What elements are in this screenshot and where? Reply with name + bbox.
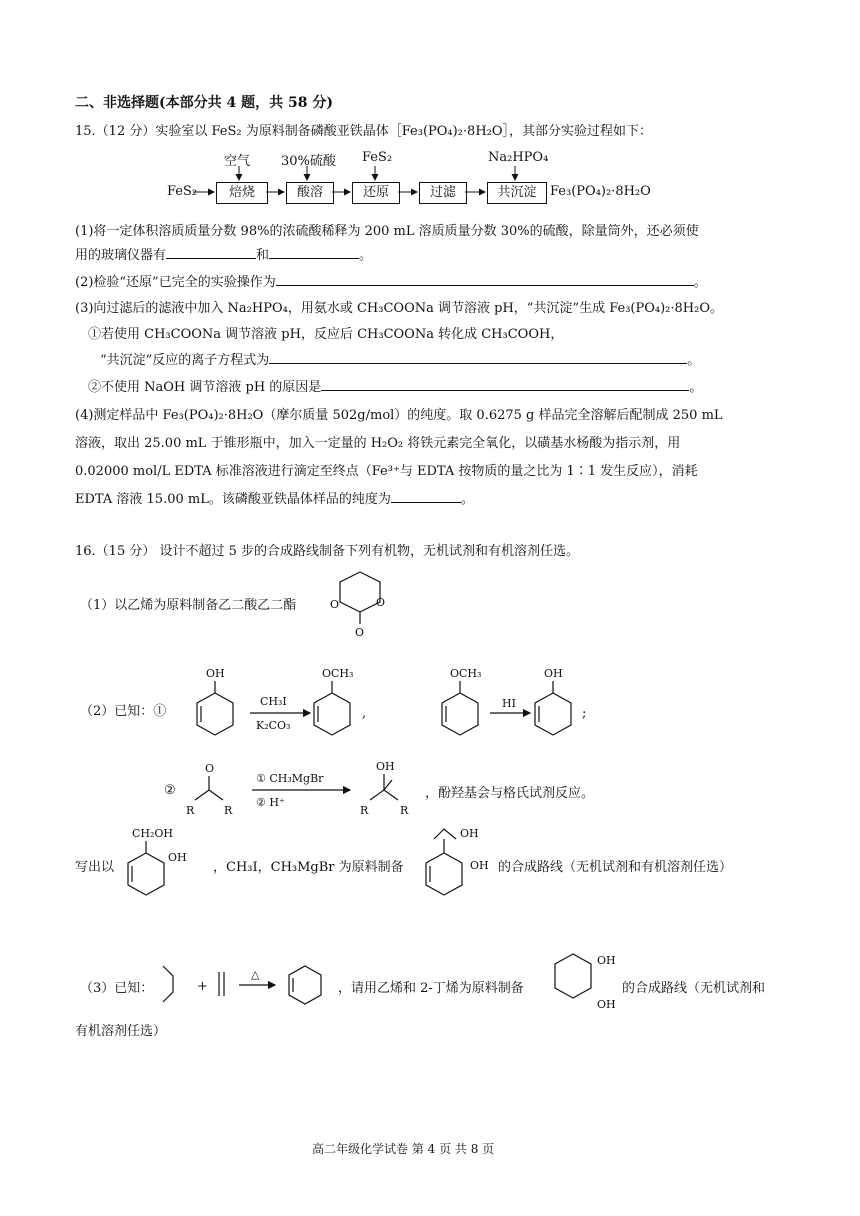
q16-stem: 16.（15 分） 设计不超过 5 步的合成路线制备下列有机物，无机试剂和有机溶剂任选。 bbox=[75, 544, 580, 559]
answer-blank[interactable] bbox=[321, 378, 689, 391]
q15-part3-b-text: ②不使用 NaOH 调节溶液 pH 的原因是 bbox=[88, 380, 322, 395]
comma: , bbox=[362, 706, 367, 721]
ethylene-oxalate-structure bbox=[330, 568, 410, 638]
flow-start: FeS₂ bbox=[167, 184, 198, 199]
diol-oh-2: OH bbox=[597, 998, 616, 1011]
q16-part1: （1）以乙烯为原料制备乙二酸乙二酯 bbox=[80, 598, 297, 613]
q16-task2-b: ，CH₃I，CH₃MgBr 为原料制备 bbox=[213, 860, 404, 875]
q15-part2-end: 。 bbox=[693, 275, 707, 290]
salicyl-alcohol-structure bbox=[118, 825, 218, 905]
grignard-note: ，酚羟基会与格氏试剂反应。 bbox=[425, 786, 595, 801]
q16-part3-mid: ，请用乙烯和 2-丁烯为原料制备 bbox=[338, 981, 524, 996]
flow-input-2: 30%硫酸 bbox=[281, 154, 336, 169]
q15-stem: 15.（12 分）实验室以 FeS₂ 为原料制备磷酸亚铁晶体［Fe₃(PO₄)₂·8H₂O］，其部分实验过程如下： bbox=[75, 124, 653, 139]
flow-step-3: 还原 bbox=[352, 182, 400, 204]
answer-blank[interactable] bbox=[269, 351, 687, 364]
ch2oh-label: CH₂OH bbox=[132, 827, 174, 840]
cyclohexanediol-structure bbox=[545, 948, 625, 1018]
q15-part4-end: 。 bbox=[460, 492, 474, 507]
ring-o-label: O bbox=[376, 596, 386, 609]
flow-step-5: 共沉淀 bbox=[487, 182, 547, 204]
oh-label-2: OH bbox=[544, 667, 563, 680]
q15-part1-line2 bbox=[75, 244, 372, 263]
sidechain-oh: OH bbox=[460, 827, 479, 840]
reagent-k2co3: K₂CO₃ bbox=[256, 719, 291, 732]
q15-part4-line4 bbox=[75, 488, 474, 507]
q15-part3-a-text: “共沉淀”反应的离子方程式为 bbox=[100, 353, 270, 368]
och3-label-2: OCH₃ bbox=[450, 667, 482, 680]
q15-part1-end: 。 bbox=[359, 248, 373, 263]
heat-symbol: △ bbox=[251, 968, 260, 981]
q15-part2-text: (2)检验“还原”已完全的实验操作为 bbox=[75, 275, 276, 290]
q15-part3: (3)向过滤后的滤液中加入 Na₂HPO₄，用氨水或 CH₃COONa 调节溶液 pH，“共沉淀”生成 Fe₃(PO₄)₂·8H₂O。 bbox=[75, 301, 723, 316]
answer-blank[interactable] bbox=[269, 246, 359, 259]
q15-part3-b bbox=[88, 376, 702, 395]
q15-part4-line2: 溶液，取出 25.00 mL 于锥形瓶中，加入一定量的 H₂O₂ 将铁元素完全氧化，以磺基水杨酸为指示剂，用 bbox=[75, 436, 681, 451]
q15-part3-a-end: 。 bbox=[687, 353, 701, 368]
phenol-methylation-reactions bbox=[180, 665, 800, 755]
product-r: R bbox=[360, 804, 369, 817]
flow-input-1: 空气 bbox=[224, 154, 251, 169]
q16-part3-end: 的合成路线（无机试剂和 bbox=[622, 981, 766, 996]
semicolon: ; bbox=[582, 706, 587, 721]
q16-part3-known: （3）已知： bbox=[80, 981, 154, 996]
diol-oh-1: OH bbox=[597, 954, 616, 967]
q16-part2-known: （2）已知：① bbox=[80, 704, 167, 719]
ring-oh: OH bbox=[470, 859, 489, 872]
q15-part1-text: 用的玻璃仪器有 bbox=[75, 248, 167, 263]
q15-part4-line1: (4)测定样品中 Fe₃(PO₄)₂·8H₂O（摩尔质量 502g/mol）的纯度。取 0.6275 g 样品完全溶解后配制成 250 mL bbox=[75, 408, 723, 423]
och3-label: OCH₃ bbox=[322, 667, 354, 680]
answer-blank[interactable] bbox=[276, 273, 694, 286]
r-group-2: R bbox=[224, 804, 233, 817]
phenol-oh-label: OH bbox=[168, 851, 187, 864]
q15-part4-line3: 0.02000 mol/L EDTA 标准溶液进行滴定至终点（Fe³⁺与 EDTA 按物质的量之比为 1∶1 发生反应），消耗 bbox=[75, 464, 698, 479]
flow-arrows bbox=[0, 0, 860, 220]
q15-part2 bbox=[75, 271, 707, 290]
q15-part3-a-line2 bbox=[100, 349, 700, 368]
section-title: 二、非选择题(本部分共 4 题，共 58 分) bbox=[75, 95, 333, 111]
flow-input-5: Na₂HPO₄ bbox=[488, 150, 549, 165]
q15-part1-line1: (1)将一定体积溶质质量分数 98%的浓硫酸稀释为 200 mL 溶质质量分数 30%的硫酸，除量筒外，还必须使 bbox=[75, 224, 699, 239]
flow-end: Fe₃(PO₄)₂·8H₂O bbox=[550, 184, 651, 199]
carbonyl-o-label-2: O bbox=[355, 626, 365, 639]
answer-blank[interactable] bbox=[166, 246, 256, 259]
q15-part4-text: EDTA 溶液 15.00 mL。该磷酸亚铁晶体样品的纯度为 bbox=[75, 492, 391, 507]
product-r-2: R bbox=[400, 804, 409, 817]
diels-alder-reaction bbox=[155, 958, 355, 1018]
flow-step-2: 酸溶 bbox=[286, 182, 334, 204]
plus-sign: + bbox=[197, 979, 208, 994]
q15-part3-a-line1: ①若使用 CH₃COONa 调节溶液 pH，反应后 CH₃COONa 转化成 CH₃COOH， bbox=[88, 327, 564, 342]
reagent-hi: HI bbox=[502, 697, 516, 710]
q15-part3-b-end: 。 bbox=[689, 380, 703, 395]
flow-input-3: FeS₂ bbox=[362, 150, 393, 165]
target-phenol-structure bbox=[420, 825, 510, 905]
page-footer: 高二年级化学试卷 第 4 页 共 8 页 bbox=[312, 1142, 495, 1156]
reagent-ch3i: CH₃I bbox=[260, 695, 287, 708]
carbonyl-o: O bbox=[205, 762, 215, 775]
q16-task2-a: 写出以 bbox=[75, 860, 115, 875]
grignard-step1: ① CH₃MgBr bbox=[256, 772, 324, 785]
q15-part1-and: 和 bbox=[256, 248, 270, 263]
carbonyl-o-label: O bbox=[330, 598, 340, 611]
circled-2: ② bbox=[164, 783, 176, 798]
q16-task2-c: 的合成路线（无机试剂和有机溶剂任选） bbox=[498, 860, 733, 875]
q16-part3-end2: 有机溶剂任选） bbox=[75, 1024, 167, 1039]
flow-step-1: 焙烧 bbox=[216, 182, 268, 204]
r-group: R bbox=[186, 804, 195, 817]
answer-blank[interactable] bbox=[391, 490, 461, 503]
product-oh: OH bbox=[376, 760, 395, 773]
flow-step-4: 过滤 bbox=[419, 182, 467, 204]
oh-label: OH bbox=[206, 667, 225, 680]
grignard-step2: ② H⁺ bbox=[256, 796, 285, 809]
